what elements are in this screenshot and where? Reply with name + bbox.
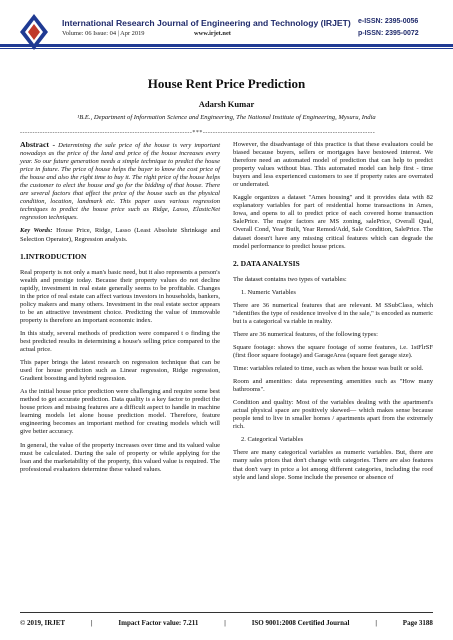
journal-header: [0, 0, 453, 62]
right-column: [233, 141, 433, 487]
volume-issue: Volume: 06 Issue: 04 | Apr 2019: [62, 30, 145, 37]
intro-paragraph: Real property is not only a man's basic need, but it also represents a person's wealth and prestige today. Because their property values do not decline rapidly, investment in real estate generally seems to be profitable. Changes in the price of real estate can affect various investors in households, bankers, policy makers and many others. Investment in the real estate sector appears to be an attractive investment choice. Predicting the value of immovable property is therefore an important economic index.: [20, 268, 220, 324]
intro-paragraph: In this study, several methods of prediction were compared t o finding the best predicted results in determining a house's selling price compared to the actual price.: [20, 329, 220, 354]
paper-title: House Rent Price Prediction: [147, 76, 306, 91]
section-separator: ---------------------------------------------------------------------***---------------------------------------------------------------------: [20, 130, 376, 136]
keywords-text: House Price, Ridge, Lasso (Least Absolute Shrinkage and Selection Operator), Regression analysis.: [20, 227, 221, 243]
footer-impact-factor: Impact Factor value: 7.211: [118, 619, 199, 627]
body-paragraph: There are many categorical variables as numeric variables. But, there are many sales prices that don't change with categories. There are also features that don't vary in price a lot among different categories, including the roof style and land slope. Some include the presence or absence of: [233, 449, 433, 481]
journal-name: International Research Journal of Engineering and Technology (IRJET): [62, 18, 351, 28]
body-paragraph: Room and amenities: data representing amenities such as "How many bathrooms".: [233, 378, 433, 394]
keywords-label: Key Words:: [20, 227, 53, 235]
footer-iso: ISO 9001:2008 Certified Journal: [251, 619, 350, 627]
body-paragraph: Square footage: shows the square footage of some features, i.e. 1stFlrSF (first floor square footage) and GarageArea (square feet garage size).: [233, 343, 433, 359]
intro-paragraph: As the initial house price prediction were challenging and require some best method to get accurate prediction. Data quality is a key factor to predict the house prices and missing features are a difficult aspect to handle in machine learning models let alone house prediction model. Therefore, feature engineering becomes an important method for creating models which will give better accuracy.: [20, 388, 220, 436]
p-issn: p-ISSN: 2395-0072: [358, 30, 419, 37]
abstract-label: Abstract -: [20, 140, 56, 149]
body-paragraph: However, the disadvantage of this practice is that these evaluators could be biased because buyers, sellers or mortgages have bestowed interest. We therefore need an automated model of prediction that can help to predict property values without bias. This automated model can help first - time buyers and less experienced customers to see if property rates are overrated or underrated.: [233, 141, 433, 189]
body-paragraph: There are 36 numerical features, of the following types:: [233, 330, 378, 338]
journal-website: www.irjet.net: [194, 30, 231, 37]
header-rule-thin: [0, 48, 453, 49]
footer-copyright: © 2019, IRJET: [20, 619, 66, 627]
body-paragraph: The dataset contains two types of variables:: [233, 275, 347, 283]
section-heading-data-analysis: 2. DATA ANALYSIS: [233, 258, 300, 268]
e-issn: e-ISSN: 2395-0056: [358, 18, 419, 25]
irjet-logo-icon: [18, 12, 50, 56]
keywords: [20, 227, 220, 243]
abstract-text: Determining the sale price of the house is very important nowadays as the price of the land and price of the house increases every year. So our future generation needs a simple technique to predict the house price in future. The price of house helps the buyer to know the cost price of the house and also the right time to buy it. The right price of the house helps the customer to elect the house and go for the bidding of that house. There are several factors that affect the price of the house such as the physical condition, location, landmark etc. This paper uses various regression techniques to predict the house price such as Ridge, Lasso, ElasticNet regression techniques.: [20, 142, 221, 222]
paper-author: Adarsh Kumar: [198, 99, 255, 109]
footer-rule: [20, 612, 433, 613]
footer-divider: |: [224, 619, 226, 627]
header-rule-thick: [0, 44, 453, 47]
footer-divider: |: [90, 619, 93, 627]
abstract: [20, 141, 220, 222]
list-item-numeric-variables: 1. Numeric Variables: [241, 288, 296, 296]
body-paragraph: Time: variables related to time, such as when the house was built or sold.: [233, 365, 424, 373]
intro-paragraph: In general, the value of the property increases over time and its valued value must be calculated. During the sale of property or while applying for the loan and the marketability of the property, this valued value is required. The professional evaluators determine these valued values.: [20, 441, 220, 473]
section-heading-introduction: 1.INTRODUCTION: [20, 251, 87, 261]
footer-line: [20, 619, 433, 627]
author-affiliation: ¹B.E., Department of Information Science and Engineering, The National Institute of Engineering, Mysuru, India: [77, 114, 376, 121]
body-paragraph: Condition and quality: Most of the variables dealing with the apartment's actual physical space are positively skewed— which makes sense because people tend to live in smaller homes / apartments apart from the extremely rich.: [233, 399, 433, 431]
body-paragraph: Kaggle organizes a dataset "Ames housing" and it provides data with 82 explanatory variables for part of residential home transactions in Ames, Iowa, and opens to all to predict price of each covered home transaction SalePrice. The major factors are MS zoning, salePrice, Overall Qual, Overall Cond, Year Built, Year Remod/Add, Sale Condition, SalePrice. The dataset doesn't have any missing critical features which can degrade the model performance to predict house prices.: [233, 194, 433, 250]
intro-paragraph: This paper brings the latest research on regression technique that can be used for house prediction such as Linear regression, Ridge regression, Gradient boosting and hybrid regression.: [20, 359, 220, 383]
left-column: [20, 141, 220, 479]
footer-divider: |: [375, 619, 377, 627]
footer-page-number: Page 3188: [402, 619, 433, 627]
body-paragraph: There are 36 numerical features that are relevant. M SSubClass, which "identifies the type of residence involve d in the sale," is encoded as numeric but is a categorical va riable in reality.: [233, 301, 433, 325]
list-item-categorical-variables: 2. Categorical Variables: [241, 436, 304, 444]
